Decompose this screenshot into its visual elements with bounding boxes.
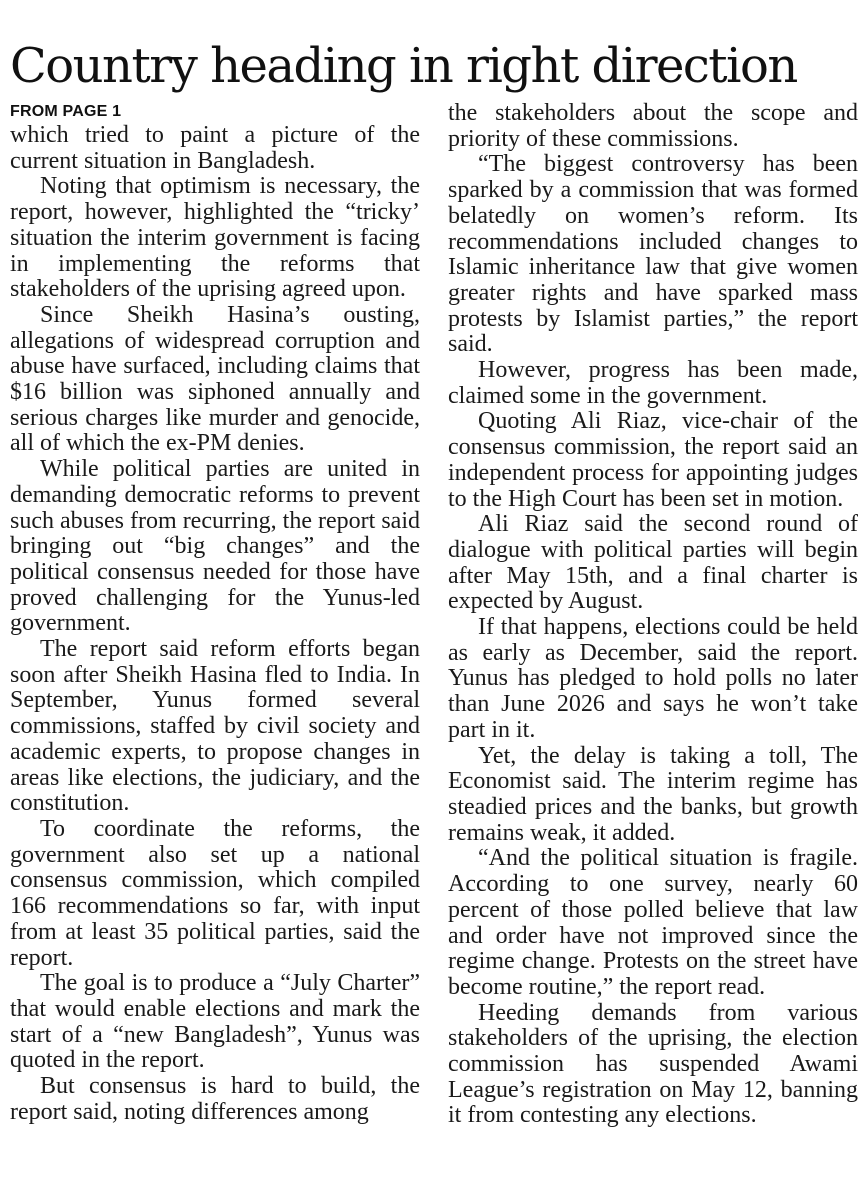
paragraph: Since Sheikh Hasina’s ousting, allegations of widespread corruption and abuse have surfaced, including claims that $16 billion was siphoned annually and serious charges like murder and genocide, all of which the ex-PM denies. bbox=[10, 301, 420, 457]
paragraph: which tried to paint a picture of the current situation in Bangladesh. bbox=[10, 122, 420, 174]
paragraph: The report said reform efforts began soon after Sheikh Hasina fled to India. In September, Yunus formed several commissions, staffed by civil society and academic experts, to propose changes in areas like elections, the judiciary, and the constitution. bbox=[10, 636, 420, 817]
paragraph: To coordinate the reforms, the government also set up a national consensus commission, which compiled 166 recommendations so far, with input from at least 35 political parties, said the report. bbox=[10, 815, 420, 971]
paragraph: However, progress has been made, claimed some in the government. bbox=[448, 357, 858, 409]
paragraph: “And the political situation is fragile. According to one survey, nearly 60 percent of those polled believe that law and order have not improved since the regime change. Protests on the street have become routine,” the report read. bbox=[448, 845, 858, 1000]
headline: Country heading in right direction bbox=[10, 38, 797, 94]
paragraph: If that happens, elections could be held as early as December, said the report. Yunus has pledged to hold polls no later than June 2026 and says he won’t take part in it. bbox=[448, 614, 858, 743]
column-left bbox=[10, 101, 420, 1125]
paragraph: Yet, the delay is taking a toll, The Economist said. The interim regime has steadied prices and the banks, but growth remains weak, it added. bbox=[448, 742, 858, 846]
kicker: FROM PAGE 1 bbox=[10, 103, 122, 120]
paragraph: But consensus is hard to build, the report said, noting differences among bbox=[10, 1073, 420, 1125]
paragraph: “The biggest controversy has been sparked by a commission that was formed belatedly on women’s reform. Its recommendations included changes to Islamic inheritance law that give women greater rights and have sparked mass protests by Islamist parties,” the report said. bbox=[448, 151, 858, 358]
paragraph: the stakeholders about the scope and priority of these commissions. bbox=[448, 100, 858, 152]
column-right bbox=[448, 101, 858, 1129]
paragraph: Quoting Ali Riaz, vice-chair of the consensus commission, the report said an independent process for appointing judges to the High Court has been set in motion. bbox=[448, 408, 858, 512]
paragraph: The goal is to produce a “July Charter” that would enable elections and mark the start of a “new Bangladesh”, Yunus was quoted in the report. bbox=[10, 970, 420, 1074]
paragraph: Noting that optimism is necessary, the report, however, highlighted the “tricky’ situation the interim government is facing in implementing the reforms that stakeholders of the uprising agreed upon. bbox=[10, 173, 420, 303]
paragraph: While political parties are united in demanding democratic reforms to prevent such abuses from recurring, the report said bringing out “big changes” and the political consensus needed for those have proved challenging for the Yunus-led government. bbox=[10, 456, 420, 637]
paragraph: Heeding demands from various stakeholders of the uprising, the election commission has suspended Awami League’s registration on May 12, banning it from contesting any elections. bbox=[448, 999, 858, 1129]
paragraph: Ali Riaz said the second round of dialogue with political parties will begin after May 15th, and a final charter is expected by August. bbox=[448, 511, 858, 615]
